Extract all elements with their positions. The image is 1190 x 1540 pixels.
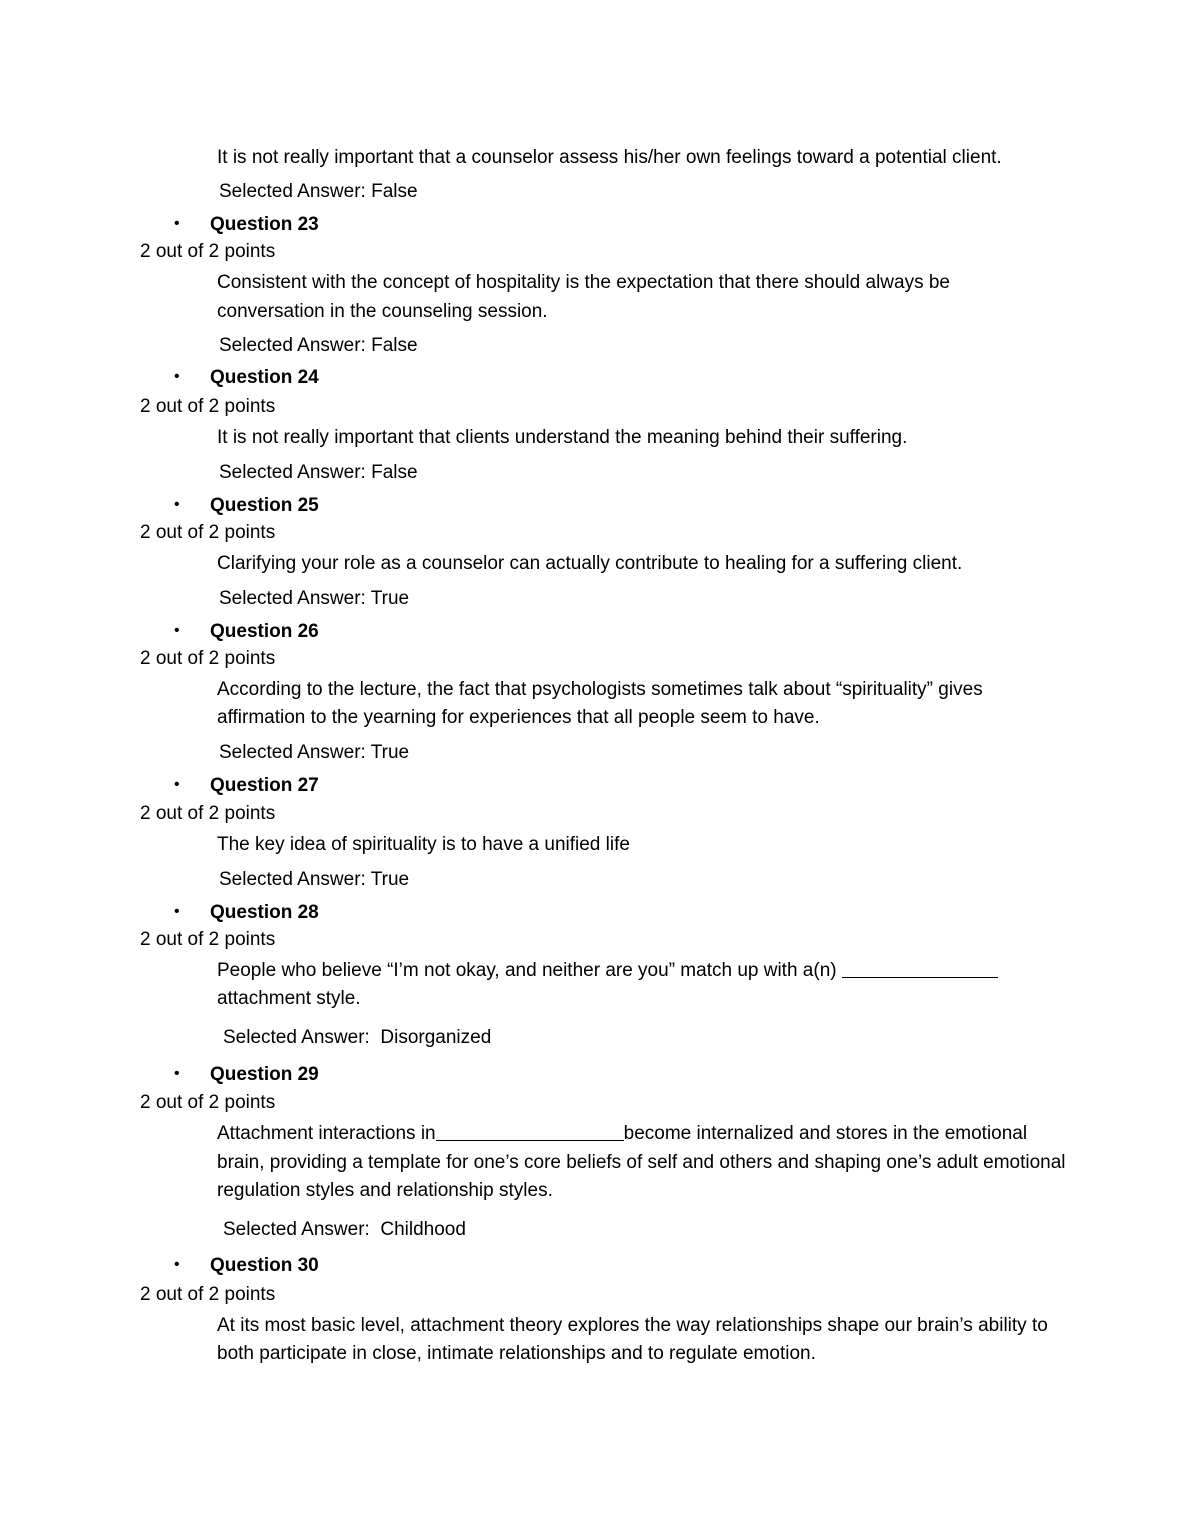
selected-answer: [219, 743, 409, 762]
selected-answer-label: Selected Answer:: [219, 335, 366, 356]
question-text-part: become internalized and stores in the emotional: [623, 1123, 1028, 1144]
points-label: 2 out of 2 points: [140, 929, 276, 950]
selected-answer: [223, 1028, 491, 1047]
question-text: attachment style.: [217, 988, 361, 1009]
question-text: It is not really important that clients understand the meaning behind their suffering.: [217, 427, 908, 448]
selected-answer-label: Selected Answer:: [219, 742, 366, 763]
bullet-icon: •: [174, 903, 180, 920]
selected-answer-label: Selected Answer:: [219, 869, 366, 890]
question-text-part: People who believe “I’m not okay, and neither are you” match up with a(n): [217, 960, 837, 981]
selected-answer-value: False: [371, 335, 418, 356]
bullet-icon: •: [174, 622, 180, 639]
question-text: regulation styles and relationship styles.: [217, 1180, 553, 1201]
question-title: Question 29: [210, 1064, 319, 1085]
points-label: 2 out of 2 points: [140, 1092, 276, 1113]
question-text-part: Attachment interactions in: [217, 1123, 436, 1144]
bullet-icon: •: [174, 776, 180, 793]
question-title: Question 23: [210, 214, 319, 235]
bullet-icon: •: [174, 215, 180, 232]
selected-answer-value: Childhood: [380, 1219, 466, 1240]
selected-answer-value: True: [370, 588, 410, 609]
answer-blank: [436, 1139, 624, 1141]
points-label: 2 out of 2 points: [140, 241, 276, 262]
selected-answer-value: False: [371, 181, 418, 202]
points-label: 2 out of 2 points: [140, 396, 276, 417]
bullet-icon: •: [174, 1065, 180, 1082]
selected-answer-label: Selected Answer:: [219, 462, 366, 483]
selected-answer-value: False: [371, 462, 418, 483]
question-text: The key idea of spirituality is to have a unified life: [217, 834, 630, 855]
selected-answer-label: Selected Answer:: [219, 181, 366, 202]
question-title: Question 30: [210, 1255, 319, 1276]
question-title: Question 24: [210, 367, 319, 388]
bullet-icon: •: [174, 496, 180, 513]
question-text: affirmation to the yearning for experiences that all people seem to have.: [217, 707, 820, 728]
question-title: Question 25: [210, 495, 319, 516]
selected-answer: [223, 1220, 466, 1239]
selected-answer: [219, 182, 418, 201]
question-text: conversation in the counseling session.: [217, 301, 548, 322]
question-text: brain, providing a template for one’s core beliefs of self and others and shaping one’s adult emotional: [217, 1152, 1066, 1173]
question-text: both participate in close, intimate relationships and to regulate emotion.: [217, 1343, 816, 1364]
selected-answer-label: Selected Answer:: [223, 1219, 370, 1240]
points-label: 2 out of 2 points: [140, 648, 276, 669]
selected-answer-value: True: [370, 869, 410, 890]
points-label: 2 out of 2 points: [140, 1284, 276, 1305]
selected-answer-value: Disorganized: [380, 1027, 492, 1048]
selected-answer: [219, 589, 409, 608]
selected-answer-label: Selected Answer:: [219, 588, 366, 609]
question-text: Clarifying your role as a counselor can actually contribute to healing for a suffering client.: [217, 553, 963, 574]
question-text: [217, 961, 998, 980]
selected-answer-value: True: [370, 742, 410, 763]
bullet-icon: •: [174, 1256, 180, 1273]
question-title: Question 26: [210, 621, 319, 642]
question-text: According to the lecture, the fact that psychologists sometimes talk about “spirituality” gives: [217, 679, 983, 700]
points-label: 2 out of 2 points: [140, 803, 276, 824]
selected-answer: [219, 336, 418, 355]
question-text: Consistent with the concept of hospitality is the expectation that there should always be: [217, 272, 950, 293]
bullet-icon: •: [174, 368, 180, 385]
question-text: It is not really important that a counselor assess his/her own feelings toward a potential client.: [217, 147, 1002, 168]
points-label: 2 out of 2 points: [140, 522, 276, 543]
selected-answer-label: Selected Answer:: [223, 1027, 370, 1048]
question-text: At its most basic level, attachment theory explores the way relationships shape our brain’s ability to: [217, 1315, 1048, 1336]
selected-answer: [219, 870, 409, 889]
answer-blank: [842, 976, 998, 978]
question-text: [217, 1124, 1027, 1143]
question-title: Question 27: [210, 775, 319, 796]
selected-answer: [219, 463, 418, 482]
question-title: Question 28: [210, 902, 319, 923]
